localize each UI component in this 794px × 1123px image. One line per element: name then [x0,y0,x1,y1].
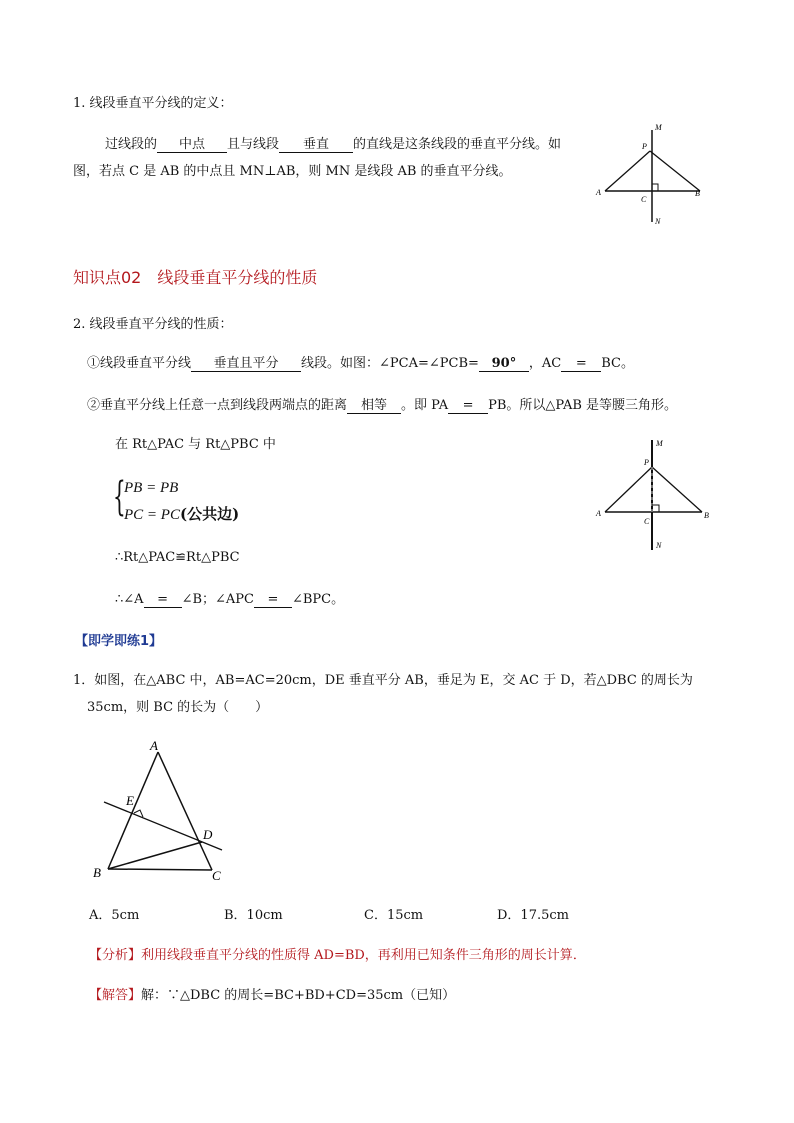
label-a: A [150,738,158,753]
label-m: M [655,123,662,132]
definition-line-2: 图，若点 C 是 AB 的中点且 MN⊥AB，则 MN 是线段 AB 的垂直平分线。 [73,164,512,179]
figure-triangle-abc [90,738,235,884]
label-a: A [596,188,601,197]
brace: { [113,474,126,520]
proof-intro: 在 Rt△PAC 与 Rt△PBC 中 [115,437,276,452]
label-d: D [203,827,213,842]
segment-pa [605,467,652,512]
right-angle-mark [652,184,658,191]
blank-angle-apc-eq-bpc: = [254,592,292,608]
label-e: E [126,793,134,808]
answer-line [89,985,455,1007]
answer-text: 解：∵△DBC 的周长=BC+BD+CD=35cm（已知） [141,988,456,1003]
label-n: N [656,541,662,550]
label-a: A [596,509,601,518]
blank-equal-distance: 相等 [347,398,401,414]
proof-conclusion: ∴Rt△PAC≌Rt△PBC [115,550,240,565]
blank-perpendicular: 垂直 [279,137,353,153]
property-line-1: ①线段垂直平分线 垂直且平分 线段。如图：∠PCA=∠PCB= 90° ，AC = BC。 [87,356,635,371]
blank-ac-eq-bc: = [561,356,601,372]
label-c: C [641,195,647,204]
section-1-title: 1. 线段垂直平分线的定义： [73,96,233,111]
question-line-1: 1．如图，在△ABC 中，AB=AC=20cm，DE 垂直平分 AB，垂足为 E，交 AC 于 D，若△DBC 的周长为 [73,673,693,688]
figure-perpendicular-bisector-2 [590,434,715,552]
label-b: B [695,189,700,198]
equation-pc-pc: PC = PC(公共边) [124,505,240,523]
blank-90deg: 90° [479,356,529,372]
answer-tag: 【解答】 [89,988,142,1003]
option-c[interactable]: C．15cm [364,908,424,923]
blank-pa-eq-pb: = [448,398,488,414]
question-line-2: 35cm，则 BC 的长为（ ） [87,700,269,715]
label-b: B [93,865,101,880]
label-b: B [704,511,709,520]
property-line-2: ②垂直平分线上任意一点到线段两端点的距离 相等 。即 PA = PB。所以△PAB 是等腰三角形。 [87,398,678,413]
segment-bc [108,869,212,870]
definition-line-1: 过线段的 中点 且与线段 垂直 的直线是这条线段的垂直平分线。如 [105,137,562,152]
segment-ab [108,752,158,869]
figure-perpendicular-bisector-1 [590,118,715,230]
common-side-note: (公共边) [179,505,240,523]
analysis-text: 【分析】利用线段垂直平分线的性质得 AD=BD，再利用已知条件三角形的周长计算． [89,948,586,963]
option-a[interactable]: A．5cm [89,908,140,923]
label-p: P [644,458,649,467]
label-c: C [212,868,221,883]
proof-angles: ∴∠A = ∠B；∠APC = ∠BPC。 [115,592,345,607]
option-b[interactable]: B．10cm [224,908,283,923]
label-n: N [655,217,661,226]
option-d[interactable]: D．17.5cm [497,908,569,923]
blank-bisects: 垂直且平分 [191,356,301,372]
right-angle-mark [652,505,659,512]
label-p: P [642,142,647,151]
practice-title: 【即学即练1】 [75,634,163,649]
line-de [104,802,222,850]
section-heading: 知识点02 线段垂直平分线的性质 [73,268,318,287]
section-2-title: 2. 线段垂直平分线的性质： [73,317,233,332]
segment-pa [605,151,650,191]
equation-pb-pb: PB = PB [124,480,179,496]
blank-angle-a-eq-b: = [144,592,182,608]
blank-midpoint: 中点 [157,137,227,153]
label-m: M [656,439,663,448]
label-c: C [644,517,650,526]
segment-bd [108,842,202,869]
